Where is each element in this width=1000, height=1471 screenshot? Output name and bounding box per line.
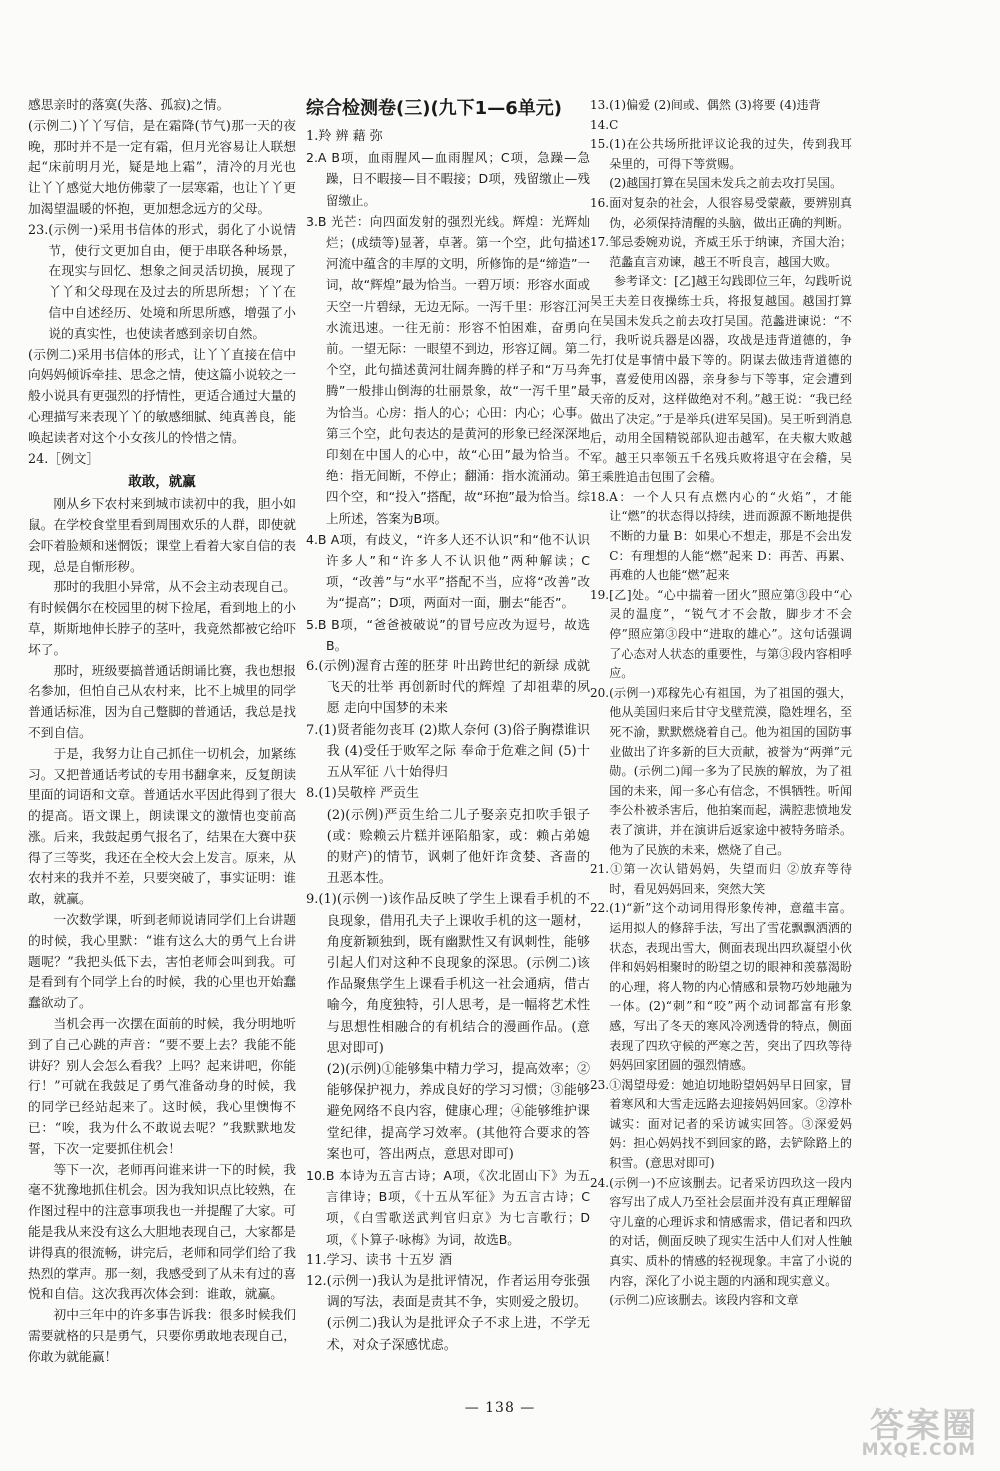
- answer-paragraph: 15.(1)在公共场所批评议论我的过失，传到我耳朵里的，可得下等赏赐。: [590, 137, 852, 171]
- answer-paragraph: 17.邹忌委婉劝说，齐威王乐于纳谏，齐国大治；范蠡直言劝谏，越王不听良言，越国大败。: [590, 235, 852, 269]
- section-title: 综合检测卷(三)(九下1—6单元): [306, 98, 562, 119]
- answer-paragraph: (示例二)我认为是批评众子不求上进，不学无术，对众子深感忧虑。: [326, 1316, 590, 1353]
- watermark-url: MXQE.COM: [861, 1440, 976, 1460]
- answer-paragraph: 14.C: [590, 117, 619, 132]
- answer-paragraph: 20.(示例一)邓稼先心有祖国，为了祖国的强大，他从美国归来后甘守戈壁荒漠，隐姓埋名，至死不渝，默默燃烧着自己。他为祖国的国防事业做出了许多新的巨大贡献，被誉为“两弹”元勋。(示例二)闻一多为了民族的解放，为了祖国的未来，闻一多心有信念，不惧牺牲。听闻李公朴被杀害后，他拍案而起，满腔悲愤地发表了演讲，并在演讲后返家途中被特务暗杀。他为了民族的未来，燃烧了自己。: [590, 685, 852, 857]
- answer-paragraph: 感思亲时的落寞(失落、孤寂)之情。: [28, 98, 230, 113]
- answer-paragraph: 11.学习、读书 十五岁 酒: [306, 1252, 452, 1268]
- answer-paragraph: 5.B B项，“爸爸被破说”的冒号应改为逗号，故选B。: [306, 616, 590, 653]
- answer-paragraph: 初中三年中的许多事告诉我：很多时候我们需要就格的只是勇气，只要你勇敢地表现自己，你敢为就能赢！: [28, 1308, 296, 1365]
- answer-paragraph: 那时的我胆小异常，从不会主动表现自己。有时候偶尔在校园里的树下捡尾，看到地上的小草，斯斯地伸长脖子的茎叶，我竟然都被它给吓坏了。: [28, 580, 296, 658]
- answer-paragraph: 6.(示例)渥育古莲的胚芽 叶出跨世纪的新绿 成就飞天的壮举 再创新时代的辉煌 了却祖辈的夙愿 走向中国梦的未来: [306, 659, 590, 717]
- answer-paragraph: 参考译文：[乙]越王勾践即位三年，勾践听说吴王夫差日夜操练士兵，将报复越国。越国打算在吴国未发兵之前去攻打吴国。范蠡进谏说：“不行，我听说兵器是凶器，攻战是违背道德的，争先打仗是事情中最下等的。阴谋去做违背道德的事，喜爱使用凶器，亲身参与下等事，定会遭到天帝的反对，这样做绝对不利。”越王说：“我已经做出了决定。”于是举兵(进军吴国)。吴王听到消息后，动用全国精锐部队迎击越军，在夫椒大败越军。越王只率领五千名残兵败将退守在会稽，吴王乘胜追击包围了会稽。: [590, 274, 852, 485]
- answer-paragraph: 于是，我努力让自己抓住一切机会，加紧练习。又把普通话考试的专用书翻拿来，反复朗读里面的词语和文章。普通话水平因此得到了很大的提高。语文课上，朗读课文的激情也变前高涨。后来，我鼓起勇气报名了，结果在大赛中获得了三等奖，我还在全校大会上发言。原来，从农村来的我并不差，只要突破了，事实证明：谁敢，就赢。: [28, 746, 296, 908]
- answer-paragraph: 2.A B项，血雨腥风—血雨腥风；C项，急躁—急躁，日不暇接—目不暇接；D项，残留缴止—残留缴止。: [306, 150, 590, 208]
- answer-paragraph: 23.①渴望母爱：她迫切地盼望妈妈早日回家，冒着寒风和大雪走远路去迎接妈妈回家。②淳朴诚实：面对记者的采访诚实回答。③深爱妈妈：担心妈妈找不到回家的路，去铲除路上的积雪。(意思对即可): [590, 1077, 852, 1171]
- answer-paragraph: 等下一次，老师再问谁来讲一下的时候，我毫不犹豫地抓住机会。因为我知识点比较熟，在作图过程中的注意事项我也一并提醒了大家。可能是我从来没有这么大胆地表现自己，大家都是讲得真的很流畅，讲完后，老师和同学们给了我热烈的掌声。那一刻，我感受到了从未有过的喜悦和自信。这次我再次体会到：谁敢，就赢。: [28, 1162, 296, 1303]
- answer-paragraph: 当机会再一次摆在面前的时候，我分明地听到了自己心跳的声音：“要不要上去？我能不能讲好？别人会怎么看我？上吗？起来讲吧，你能行！”可就在我鼓足了勇气准备动身的时候，我的同学已经站起来了。这时候，我心里懊悔不已：“唉，我为什么不敢说去呢？”我默默地发誓，下次一定要抓住机会！: [28, 1017, 296, 1157]
- answer-paragraph: 10.B 本诗为五言古诗；A项，《次北固山下》为五言律诗；B项，《十五从军征》为五言古诗；C项，《白雪歌送武判官归京》为七言歌行；D项，《卜算子·咏梅》为词，故选B。: [306, 1167, 590, 1247]
- answer-paragraph: 16.面对复杂的社会，人很容易受蒙蔽，要辨别真伪，必须保持清醒的头脑，做出正确的判断。: [590, 195, 852, 230]
- answer-paragraph: (示例二)采用书信体的形式，让丫丫直接在信中向妈妈倾诉牵挂、思念之情，使这篇小说较之一般小说具有更强烈的抒情性，更适合通过大量的心理描写来表现丫丫的敏感细腻、纯真善良，能唤起读者对这个小女孩儿的怜惜之情。: [28, 347, 296, 446]
- answer-paragraph: 一次数学课，听到老师说请同学们上台讲题的时候，我心里默：“谁有这么大的勇气上台讲题呢？”我把头低下去，害怕老师会叫到我。可是看到有个同学上台的时候，我的心里也开始蠢蠢欲动了。: [28, 913, 296, 1012]
- answer-paragraph: 24.［例文］: [28, 451, 100, 467]
- answer-paragraph: 7.(1)贤者能勿丧耳 (2)欺人奈何 (3)俗子胸襟谁识我 (4)受任于败军之际 奉命于危难之间 (5)十五从军征 八十始得归: [306, 722, 590, 781]
- answer-paragraph: 3.B 光芒：向四面发射的强烈光线。辉煌：光辉灿烂；(成绩等)显著，卓著。第一个空，此句描述河流中蕴含的丰厚的文明，所修饰的是“缔造”一词，故“辉煌”最为恰当。一碧万顷：形容水面或天空一片碧绿，无边无际。一泻千里：形容江河水流迅速。一往无前：形容不怕困难，奋勇向前。一望无际：一眼望不到边，形容辽阔。第二个空，此句描述黄河壮阔奔腾的样子和“万马奔腾”一般排山倒海的壮丽景象，故“一泻千里”最为恰当。心房：指人的心；心田：内心；心事。第三个空，此句表达的是黄河的形象已经深深地印刻在中国人的心中，故“心田”最为恰当。不绝：指无间断，不停止；翻涌：指水流涌动。第四个空，和“投入”搭配，故“环抱”最为恰当。综上所述，答案为B项。: [306, 213, 590, 526]
- answer-paragraph: 4.B A项，有歧义，“许多人还不认识”和“他不认识许多人”和“许多人不认识他”两种解读；C项，“改善”与“水平”搭配不当，应将“改善”改为“提高”；D项，两面对一面，删去“能否”。: [306, 531, 590, 611]
- answer-paragraph: 21.①第一次认错妈妈，失望而归 ②放弃等待时，看见妈妈回来，突然大笑: [590, 862, 852, 896]
- answer-paragraph: 23.(示例一)采用书信体的形式，弱化了小说情节，使行文更加自由，便于串联各种场景，在现实与回忆、想象之间灵活切换，展现了丫丫和父母现在及过去的所思所想；丫丫在信中自述经历、处境和所思所感，增强了小说的真实性，也使读者感到亲切自然。: [28, 222, 296, 342]
- answer-paragraph: (示例二)丫丫写信，是在霜降(节气)那一天的夜晚，那时并不是一定有霜，但月光容易让人联想起“床前明月光，疑是地上霜”，清冷的月光也让丫丫感觉大地仿佛蒙了一层寒霜，也让丫丫更加渴望温暖的怀抱，更加想念远方的父母。: [28, 118, 296, 217]
- answer-paragraph: 24.(示例一)不应该删去。记者采访四玖这一段内容写出了成人乃至社会层面并没有真正理解留守儿童的心理诉求和情感需求，借记者和四玖的对话，侧面反映了现实生活中人们对人性触真实、质朴的情感的轻视现象。丰富了小说的内容，深化了小说主题的内涵和现实意义。: [590, 1175, 852, 1288]
- left-column: [28, 96, 296, 1369]
- middle-column: [306, 96, 590, 1356]
- watermark-logo: 答案圈: [870, 1406, 978, 1446]
- answer-paragraph: 19.[乙]处。“心中揣着一团火”照应第③段中“心灵的温度”，“锐气才不会散，脚步才不会停”照应第③段中“进取的雄心”。这句话强调了心态对人状态的重要性，与第③段内容相呼应。: [590, 587, 852, 681]
- answer-paragraph: (示例二)应该删去。该段内容和文章: [609, 1293, 799, 1308]
- answer-paragraph: (2)(示例)严贡生给二儿子娶亲克扣吹手银子(或：赊赖云片糕并诬陷船家，或：赖占弟媳的财产)的情节，讽刺了他奸诈贪婪、吝啬的丑恶本性。: [326, 807, 590, 887]
- answer-paragraph: (2)越国打算在吴国未发兵之前去攻打吴国。: [609, 176, 843, 191]
- answer-paragraph: (2)(示例)①能够集中精力学习，提高效率；②能够保护视力，养成良好的学习习惯；③能够避免网络不良内容，健康心理；④能够维护课堂纪律，提高学习效率。(其他符合要求的答案也可，答出两点，意思对即可): [326, 1061, 590, 1162]
- watermark: [812, 1398, 982, 1464]
- answer-paragraph: 22.(1)“新”这个动词用得形象传神，意蕴丰富。运用拟人的修辞手法，写出了雪花飘飘洒洒的状态，表现出雪大，侧面表现出四玖凝望小伙伴和妈妈相聚时的盼望之切的眼神和羡慕渴盼的心理，将人物的内心情感和景物巧妙地融为一体。(2)“刺”和“咬”两个动词都富有形象感，写出了冬天的寒风冷冽透骨的特点，侧面表现了四玖守候的严寒之苦，突出了四玖等待妈妈回家团圆的强烈情感。: [590, 901, 852, 1073]
- essay-title: 敢敢，就赢: [128, 474, 196, 491]
- answer-paragraph: 刚从乡下农村来到城市读初中的我，胆小如鼠。在学校食堂里看到周围欢乐的人群，即使就会吓着脸颊和迷惘饭；课堂上看着大家自信的表现，总是自惭形秽。: [28, 497, 296, 575]
- page-number: — 138 —: [464, 1400, 536, 1416]
- answer-paragraph: 8.(1)吴敬梓 严贡生: [306, 786, 419, 802]
- answer-paragraph: 9.(1)(示例一)该作品反映了学生上课看手机的不良现象，借用孔夫子上课收手机的这一题材，角度新颖独到，既有幽默性又有讽刺性，能够引起人们对这种不良现象的深思。(示例二)该作品聚焦学生上课看手机这一社会通病，借古喻今，角度独特，引人思考，是一幅将艺术性与思想性相融合的有机结合的漫画作品。(意思对即可): [306, 892, 590, 1056]
- answer-paragraph: 1.羚 辨 藉 弥: [306, 129, 383, 144]
- answer-paragraph: 13.(1)偏爱 (2)间或、偶然 (3)将要 (4)违背: [590, 98, 821, 112]
- answer-paragraph: 18.A：一个人只有点燃内心的“火焰”，才能让“燃”的状态得以持续，进而源源不断地提供不断的力量 B：如果心不想走，那是不会出发 C：有理想的人能“燃”起来 D：再苦、再累、再难的人也能“燃”起来: [590, 489, 852, 583]
- right-column: [590, 96, 852, 1311]
- answer-paragraph: 那时，班级要搞普通话朗诵比赛，我也想报名参加，但怕自己从农村来，比不上城里的同学普通话标准，因为自己蹩脚的普通话，我总是找不到自信。: [28, 663, 296, 741]
- answer-paragraph: 12.(示例一)我认为是批评情况，作者运用夸张强调的写法，表面是责其不争，实则爱之殷切。: [306, 1273, 590, 1311]
